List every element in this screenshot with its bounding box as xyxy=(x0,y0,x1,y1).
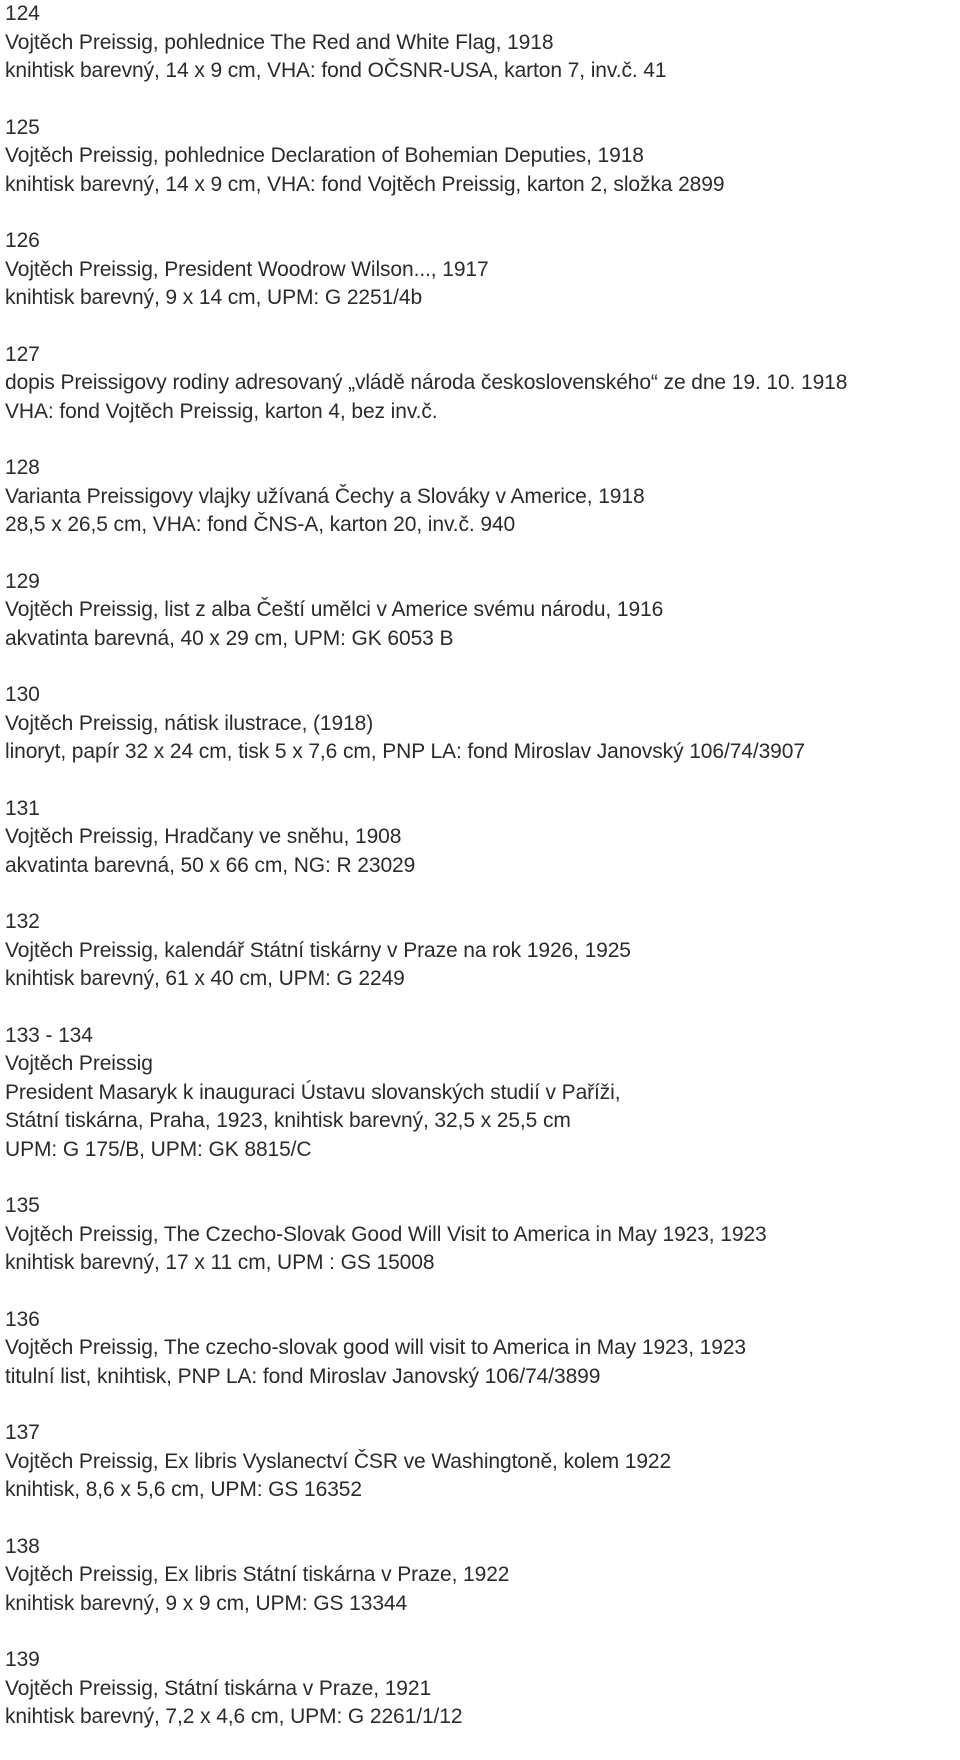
catalogue-entry xyxy=(5,681,955,767)
entry-text-line: knihtisk barevný, 61 x 40 cm, UPM: G 2249 xyxy=(5,967,405,990)
entry-text-line: knihtisk barevný, 14 x 9 cm, VHA: fond OČSNR-USA, karton 7, inv.č. 41 xyxy=(5,59,667,82)
entry-number: 124 xyxy=(5,2,40,25)
entry-number: 139 xyxy=(5,1648,40,1671)
entry-text-line: Vojtěch Preissig xyxy=(5,1052,153,1075)
entry-number: 130 xyxy=(5,683,40,706)
entry-text-line: knihtisk barevný, 9 x 14 cm, UPM: G 2251/4b xyxy=(5,286,423,309)
entry-number: 138 xyxy=(5,1534,40,1558)
catalogue-entry xyxy=(5,454,955,540)
entry-text-line: akvatinta barevná, 50 x 66 cm, NG: R 23029 xyxy=(5,853,416,877)
entry-text-line: 28,5 x 26,5 cm, VHA: fond ČNS-A, karton 20, inv.č. 940 xyxy=(5,513,516,536)
catalogue-entry xyxy=(5,795,955,881)
catalogue-entry xyxy=(5,227,955,313)
entry-number: 128 xyxy=(5,456,40,479)
catalogue-entry xyxy=(5,908,955,994)
catalogue-entry xyxy=(5,341,955,427)
entry-text-line: knihtisk barevný, 7,2 x 4,6 cm, UPM: G 2261/1/12 xyxy=(5,1705,463,1728)
entry-text-line: titulní list, knihtisk, PNP LA: fond Miroslav Janovský 106/74/3899 xyxy=(5,1364,601,1388)
entry-text-line: UPM: G 175/B, UPM: GK 8815/C xyxy=(5,1137,312,1161)
entry-text-line: Státní tiskárna, Praha, 1923, knihtisk barevný, 32,5 x 25,5 cm xyxy=(5,1109,571,1132)
entry-number: 133 - 134 xyxy=(5,1023,93,1047)
entry-text-line: Vojtěch Preissig, Ex libris Vyslanectví ČSR ve Washingtoně, kolem 1922 xyxy=(5,1449,672,1473)
entry-text-line: knihtisk, 8,6 x 5,6 cm, UPM: GS 16352 xyxy=(5,1478,362,1501)
catalogue-entry xyxy=(5,114,955,200)
entry-text-line: Vojtěch Preissig, The Czecho-Slovak Good Will Visit to America in May 1923, 1923 xyxy=(5,1222,767,1246)
entry-text-line: Vojtěch Preissig, Ex libris Státní tiskárna v Praze, 1922 xyxy=(5,1563,510,1586)
entry-text-line: Vojtěch Preissig, nátisk ilustrace, (1918) xyxy=(5,711,374,735)
catalogue-entry xyxy=(5,1192,955,1278)
catalogue-entry xyxy=(5,1646,955,1732)
entry-text-line: Vojtěch Preissig, pohlednice The Red and White Flag, 1918 xyxy=(5,30,554,54)
entry-text-line: linoryt, papír 32 x 24 cm, tisk 5 x 7,6 cm, PNP LA: fond Miroslav Janovský 106/74/3907 xyxy=(5,740,805,763)
entry-number: 135 xyxy=(5,1194,40,1217)
entry-text-line: Vojtěch Preissig, pohlednice Declaration of Bohemian Deputies, 1918 xyxy=(5,144,644,167)
catalogue-entry xyxy=(5,0,955,86)
catalogue-entry xyxy=(5,1022,955,1165)
entry-text-line: Vojtěch Preissig, Hradčany ve sněhu, 1908 xyxy=(5,825,402,848)
entry-text-line: Vojtěch Preissig, Státní tiskárna v Praze, 1921 xyxy=(5,1676,432,1700)
entry-text-line: Vojtěch Preissig, The czecho-slovak good will visit to America in May 1923, 1923 xyxy=(5,1336,746,1359)
entry-text-line: dopis Preissigovy rodiny adresovaný „vládě národa československého“ ze dne 19. 10. 1918 xyxy=(5,371,848,394)
catalogue-entry xyxy=(5,1306,955,1392)
entry-number: 127 xyxy=(5,342,40,366)
entry-text-line: knihtisk barevný, 9 x 9 cm, UPM: GS 13344 xyxy=(5,1591,408,1615)
entry-number: 125 xyxy=(5,115,40,139)
entry-text-line: Vojtěch Preissig, President Woodrow Wilson..., 1917 xyxy=(5,257,489,281)
entry-text-line: Varianta Preissigovy vlajky užívaná Čechy a Slováky v Americe, 1918 xyxy=(5,484,645,508)
entry-text-line: knihtisk barevný, 17 x 11 cm, UPM : GS 15008 xyxy=(5,1251,435,1274)
catalogue-entry xyxy=(5,1419,955,1505)
entry-text-line: VHA: fond Vojtěch Preissig, karton 4, bez inv.č. xyxy=(5,399,438,423)
catalogue-entry xyxy=(5,568,955,654)
entry-number: 126 xyxy=(5,229,40,252)
catalogue-list xyxy=(5,0,955,1760)
entry-text-line: knihtisk barevný, 14 x 9 cm, VHA: fond Vojtěch Preissig, karton 2, složka 2899 xyxy=(5,172,725,196)
entry-number: 131 xyxy=(5,796,40,820)
entry-number: 129 xyxy=(5,569,40,593)
entry-number: 136 xyxy=(5,1307,40,1331)
entry-text-line: akvatinta barevná, 40 x 29 cm, UPM: GK 6053 B xyxy=(5,626,454,650)
entry-text-line: Vojtěch Preissig, kalendář Státní tiskárny v Praze na rok 1926, 1925 xyxy=(5,938,631,962)
entry-number: 137 xyxy=(5,1421,40,1444)
entry-text-line: President Masaryk k inauguraci Ústavu slovanských studií v Paříži, xyxy=(5,1080,621,1104)
catalogue-entry xyxy=(5,1533,955,1619)
entry-text-line: Vojtěch Preissig, list z alba Čeští umělci v Americe svému národu, 1916 xyxy=(5,598,664,621)
entry-number: 132 xyxy=(5,910,40,933)
